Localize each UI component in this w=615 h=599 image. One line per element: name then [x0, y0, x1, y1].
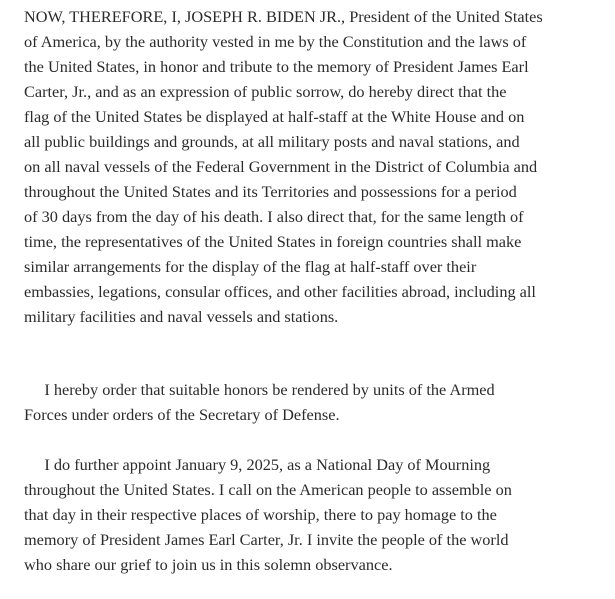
text-line: of America, by the authority vested in me by the Constitution and the laws of: [24, 32, 527, 51]
text-line: flag of the United States be displayed at half-staff at the White House and on: [24, 107, 525, 126]
paragraph-day-of-mourning: [24, 452, 609, 577]
text-line: time, the representatives of the United States in foreign countries shall make: [24, 232, 522, 251]
text-line: embassies, legations, consular offices, and other facilities abroad, including all: [24, 282, 536, 301]
text-line: that day in their respective places of worship, there to pay homage to the: [24, 505, 497, 524]
paragraph-flag-directive: [24, 4, 609, 329]
text-line: I hereby order that suitable honors be rendered by units of the Armed: [24, 380, 495, 399]
text-line: who share our grief to join us in this solemn observance.: [24, 555, 393, 574]
text-line: similar arrangements for the display of the flag at half-staff over their: [24, 257, 477, 276]
text-line: on all naval vessels of the Federal Government in the District of Columbia and: [24, 157, 538, 176]
paragraph-armed-forces-honors: [24, 377, 609, 427]
text-line: the United States, in honor and tribute to the memory of President James Earl: [24, 57, 529, 76]
text-line: Forces under orders of the Secretary of Defense.: [24, 405, 340, 424]
text-line: throughout the United States and its Territories and possessions for a period: [24, 182, 517, 201]
text-line: of 30 days from the day of his death. I also direct that, for the same length of: [24, 207, 524, 226]
text-line: NOW, THEREFORE, I, JOSEPH R. BIDEN JR., President of the United States: [24, 7, 543, 26]
text-line: all public buildings and grounds, at all military posts and naval stations, and: [24, 132, 520, 151]
text-line: Carter, Jr., and as an expression of public sorrow, do hereby direct that the: [24, 82, 507, 101]
text-line: I do further appoint January 9, 2025, as a National Day of Mourning: [24, 455, 491, 474]
text-line: military facilities and naval vessels and stations.: [24, 307, 339, 326]
text-line: memory of President James Earl Carter, Jr. I invite the people of the world: [24, 530, 509, 549]
text-line: throughout the United States. I call on the American people to assemble on: [24, 480, 512, 499]
